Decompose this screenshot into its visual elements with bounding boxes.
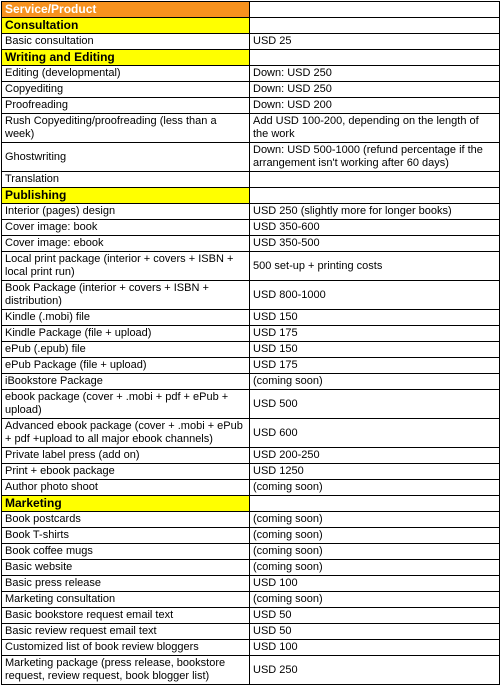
- section-title: Marketing: [2, 496, 250, 512]
- table-row: [2, 464, 500, 480]
- service-name: Editing (developmental): [2, 66, 250, 82]
- section-row: [2, 18, 500, 34]
- service-name: Translation: [2, 172, 250, 188]
- table-row: [2, 236, 500, 252]
- service-name: Marketing consultation: [2, 592, 250, 608]
- service-name: ePub (.epub) file: [2, 342, 250, 358]
- service-name: Book Package (interior + covers + ISBN + distribution): [2, 281, 250, 310]
- service-price: USD 600: [250, 419, 500, 448]
- table-row: [2, 66, 500, 82]
- section-title: Consultation: [2, 18, 250, 34]
- service-price: USD 500: [250, 390, 500, 419]
- service-price: USD 100: [250, 640, 500, 656]
- service-name: Copyediting: [2, 82, 250, 98]
- table-row: [2, 419, 500, 448]
- service-price: USD 1250: [250, 464, 500, 480]
- service-price: [250, 172, 500, 188]
- table-row: [2, 342, 500, 358]
- service-name: ebook package (cover + .mobi + pdf + ePub + upload): [2, 390, 250, 419]
- service-name: Book T-shirts: [2, 528, 250, 544]
- service-name: Book coffee mugs: [2, 544, 250, 560]
- service-price: USD 50: [250, 624, 500, 640]
- section-blank-cell: [250, 496, 500, 512]
- table-row: [2, 114, 500, 143]
- service-price: Down: USD 200: [250, 98, 500, 114]
- service-price: USD 350-500: [250, 236, 500, 252]
- table-row: [2, 172, 500, 188]
- service-price: (coming soon): [250, 544, 500, 560]
- service-price: USD 175: [250, 326, 500, 342]
- table-row: [2, 656, 500, 685]
- service-name: Cover image: ebook: [2, 236, 250, 252]
- service-price: USD 25: [250, 34, 500, 50]
- service-name: Kindle (.mobi) file: [2, 310, 250, 326]
- table-row: [2, 34, 500, 50]
- service-name: Private label press (add on): [2, 448, 250, 464]
- service-price: USD 350-600: [250, 220, 500, 236]
- section-title: Writing and Editing: [2, 50, 250, 66]
- service-name: Basic website: [2, 560, 250, 576]
- section-row: [2, 496, 500, 512]
- table-row: [2, 310, 500, 326]
- service-name: iBookstore Package: [2, 374, 250, 390]
- table-row: [2, 98, 500, 114]
- table-row: [2, 281, 500, 310]
- service-price: 500 set-up + printing costs: [250, 252, 500, 281]
- service-price: Add USD 100-200, depending on the length of the work: [250, 114, 500, 143]
- service-price: USD 150: [250, 310, 500, 326]
- table-row: [2, 82, 500, 98]
- service-name: Customized list of book review bloggers: [2, 640, 250, 656]
- service-name: Local print package (interior + covers + ISBN + local print run): [2, 252, 250, 281]
- table-row: [2, 576, 500, 592]
- service-price: USD 175: [250, 358, 500, 374]
- service-price: Down: USD 250: [250, 82, 500, 98]
- table-row: [2, 204, 500, 220]
- table-row: [2, 358, 500, 374]
- service-name: Proofreading: [2, 98, 250, 114]
- service-price: Down: USD 500-1000 (refund percentage if the arrangement isn't working after 60 days): [250, 143, 500, 172]
- table-row: [2, 608, 500, 624]
- service-name: Kindle Package (file + upload): [2, 326, 250, 342]
- service-name: Author photo shoot: [2, 480, 250, 496]
- service-name: Basic bookstore request email text: [2, 608, 250, 624]
- service-name: Ghostwriting: [2, 143, 250, 172]
- section-row: [2, 50, 500, 66]
- table-row: [2, 374, 500, 390]
- service-name: Advanced ebook package (cover + .mobi + ePub + pdf +upload to all major ebook channels): [2, 419, 250, 448]
- table-row: [2, 544, 500, 560]
- table-row: [2, 480, 500, 496]
- service-price: (coming soon): [250, 480, 500, 496]
- table-row: [2, 560, 500, 576]
- price-table: [1, 1, 500, 685]
- header-row: [2, 2, 500, 18]
- service-name: Cover image: book: [2, 220, 250, 236]
- table-row: [2, 512, 500, 528]
- service-price: USD 50: [250, 608, 500, 624]
- service-price: USD 200-250: [250, 448, 500, 464]
- service-price: USD 250 (slightly more for longer books): [250, 204, 500, 220]
- service-name: Print + ebook package: [2, 464, 250, 480]
- section-blank-cell: [250, 50, 500, 66]
- service-name: Basic press release: [2, 576, 250, 592]
- service-price: Down: USD 250: [250, 66, 500, 82]
- table-row: [2, 390, 500, 419]
- table-row: [2, 624, 500, 640]
- table-row: [2, 640, 500, 656]
- table-row: [2, 143, 500, 172]
- table-row: [2, 528, 500, 544]
- service-price: USD 800-1000: [250, 281, 500, 310]
- service-name: Rush Copyediting/proofreading (less than a week): [2, 114, 250, 143]
- section-row: [2, 188, 500, 204]
- service-price: (coming soon): [250, 512, 500, 528]
- table-row: [2, 326, 500, 342]
- service-name: Book postcards: [2, 512, 250, 528]
- service-price: (coming soon): [250, 528, 500, 544]
- service-name: Interior (pages) design: [2, 204, 250, 220]
- service-name: Marketing package (press release, bookstore request, review request, book blogger list): [2, 656, 250, 685]
- service-price: USD 100: [250, 576, 500, 592]
- table-row: [2, 220, 500, 236]
- section-blank-cell: [250, 18, 500, 34]
- service-price: (coming soon): [250, 374, 500, 390]
- section-title: Publishing: [2, 188, 250, 204]
- section-blank-cell: [250, 188, 500, 204]
- header-label: Service/Product: [2, 2, 250, 18]
- service-name: Basic review request email text: [2, 624, 250, 640]
- service-name: ePub Package (file + upload): [2, 358, 250, 374]
- header-value: [250, 2, 500, 18]
- service-price: USD 150: [250, 342, 500, 358]
- service-name: Basic consultation: [2, 34, 250, 50]
- service-price: (coming soon): [250, 592, 500, 608]
- table-row: [2, 448, 500, 464]
- table-row: [2, 592, 500, 608]
- table-row: [2, 252, 500, 281]
- table-body: [2, 2, 500, 685]
- service-price: USD 250: [250, 656, 500, 685]
- service-price: (coming soon): [250, 560, 500, 576]
